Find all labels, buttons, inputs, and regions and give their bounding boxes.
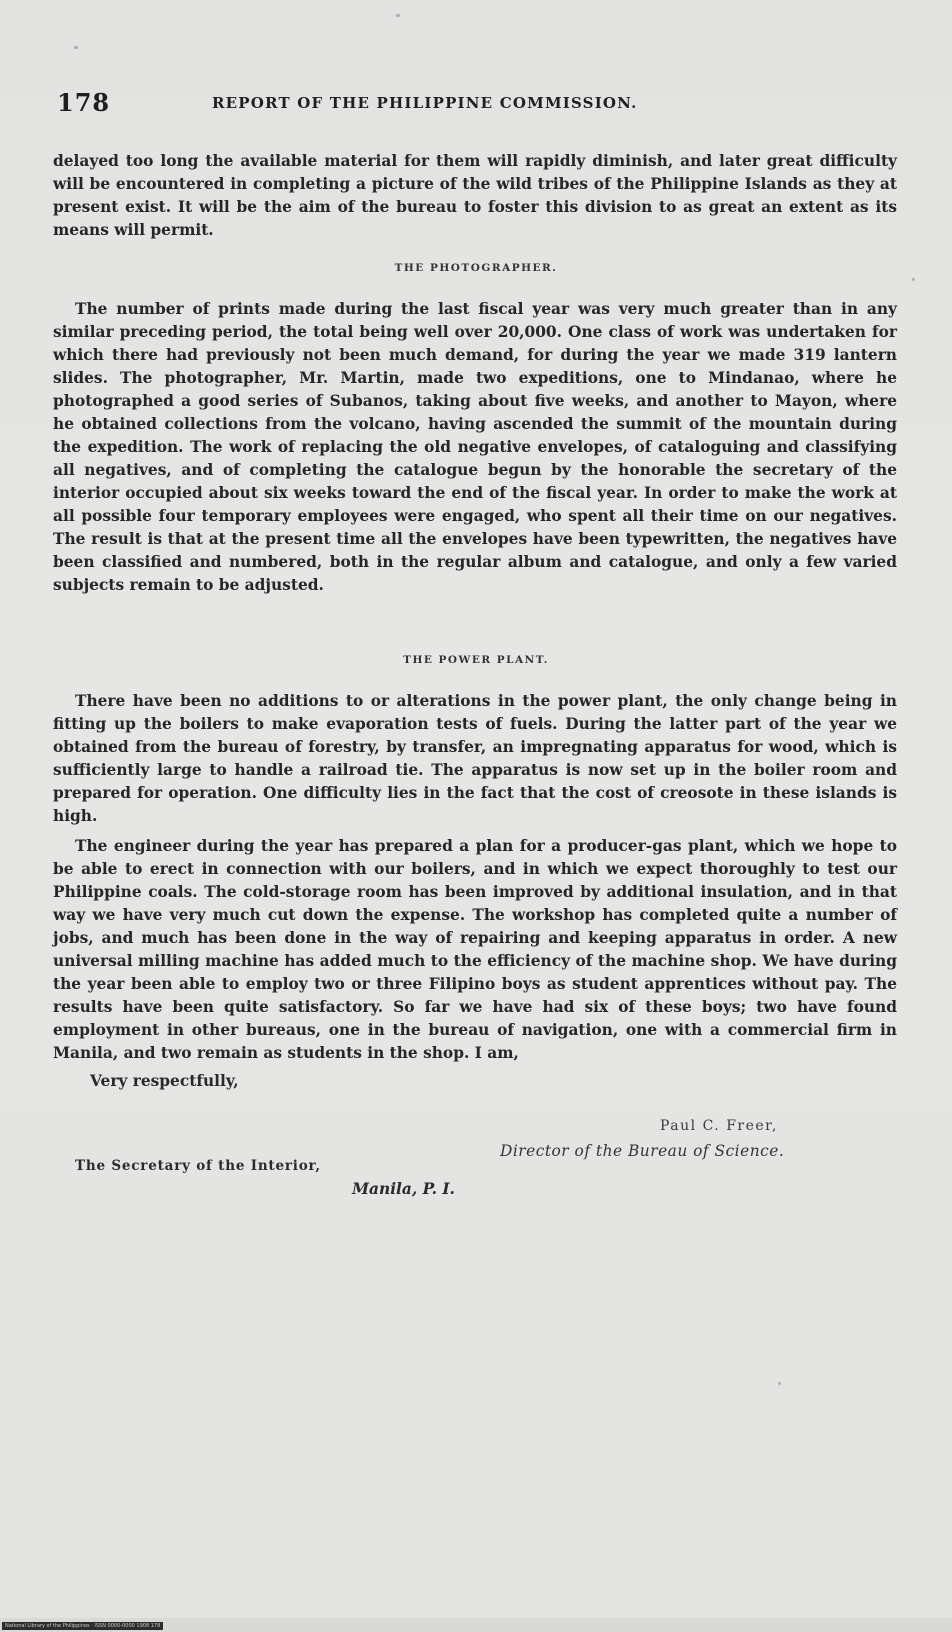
scan-speck: [912, 278, 915, 281]
page-header: [57, 88, 895, 128]
running-head: REPORT OF THE PHILIPPINE COMMISSION.: [212, 94, 638, 112]
scan-footer-text: National Library of the Philippines · ISSN 0000-0000 1908 178: [2, 1622, 163, 1630]
section-heading-photographer: THE PHOTOGRAPHER.: [394, 262, 558, 274]
scan-footer-strip: [0, 1618, 952, 1632]
page-number: 178: [57, 88, 111, 117]
intro-paragraph: delayed too long the available material for them will rapidly diminish, and later great difficulty will be encountered in completing a picture of the wild tribes of the Philippine Islands as they at present exist. It will be the aim of the bureau to foster this division to as great an extent as its means will permit.: [53, 152, 897, 239]
scan-speck: [778, 1382, 781, 1385]
signer-name: Paul C. Freer,: [660, 1118, 778, 1134]
photographer-paragraph-block: [53, 298, 897, 597]
scan-speck: [74, 46, 78, 49]
addressee-line: The Secretary of the Interior,: [75, 1158, 321, 1174]
power-plant-paragraph-1: There have been no additions to or alterations in the power plant, the only change being in fitting up the boilers to make evaporation tests of fuels. During the latter part of the year we obtained from the bureau of forestry, by transfer, an impregnating apparatus for wood, which is sufficiently large to handle a railroad tie. The apparatus is now set up in the boiler room and prepared for operation. One difficulty lies in the fact that the cost of creosote in these islands is high.: [53, 692, 897, 825]
section-heading-power-plant: THE POWER PLANT.: [403, 654, 549, 666]
power-plant-paragraph-2: The engineer during the year has prepared a plan for a producer-gas plant, which we hope to be able to erect in connection with our boilers, and in which we expect thoroughly to test our Philippine coals. The cold-storage room has been improved by additional insulation, and in that way we have very much cut down the expense. The workshop has completed quite a number of jobs, and much has been done in the way of repairing and keeping apparatus in order. A new universal milling machine has added much to the efficiency of the machine shop. We have during the year been able to employ two or three Filipino boys as student apprentices without pay. The results have been quite satisfactory. So far we have had six of these boys; two have found employment in other bureaus, one in the bureau of navigation, one with a commercial firm in Manila, and two remain as students in the shop. I am,: [53, 837, 897, 1062]
addressee-place: Manila, P. I.: [352, 1180, 455, 1198]
power-plant-paragraph-2-block: [53, 835, 897, 1065]
power-plant-paragraph-1-block: [53, 690, 897, 828]
signer-title: Director of the Bureau of Science.: [500, 1142, 785, 1160]
closing-salutation: Very respectfully,: [90, 1072, 239, 1090]
photographer-paragraph: The number of prints made during the last fiscal year was very much greater than in any similar preceding period, the total being well over 20,000. One class of work was undertaken for which there had previously not been much demand, for during the year we made 319 lantern slides. The photographer, Mr. Martin, made two expeditions, one to Mindanao, where he photographed a good series of Subanos, taking about five weeks, and another to Mayon, where he obtained collections from the volcano, having ascended the summit of the mountain during the expedition. The work of replacing the old negative envelopes, of cataloguing and classifying all negatives, and of completing the catalogue begun by the honorable the secretary of the interior occupied about six weeks toward the end of the fiscal year. In order to make the work at all possible four temporary employees were engaged, who spent all their time on our negatives. The result is that at the present time all the envelopes have been typewritten, the negatives have been classified and numbered, both in the regular album and catalogue, and only a few varied subjects remain to be adjusted.: [53, 300, 897, 594]
intro-paragraph-block: [53, 150, 897, 242]
scan-speck: [396, 14, 400, 17]
